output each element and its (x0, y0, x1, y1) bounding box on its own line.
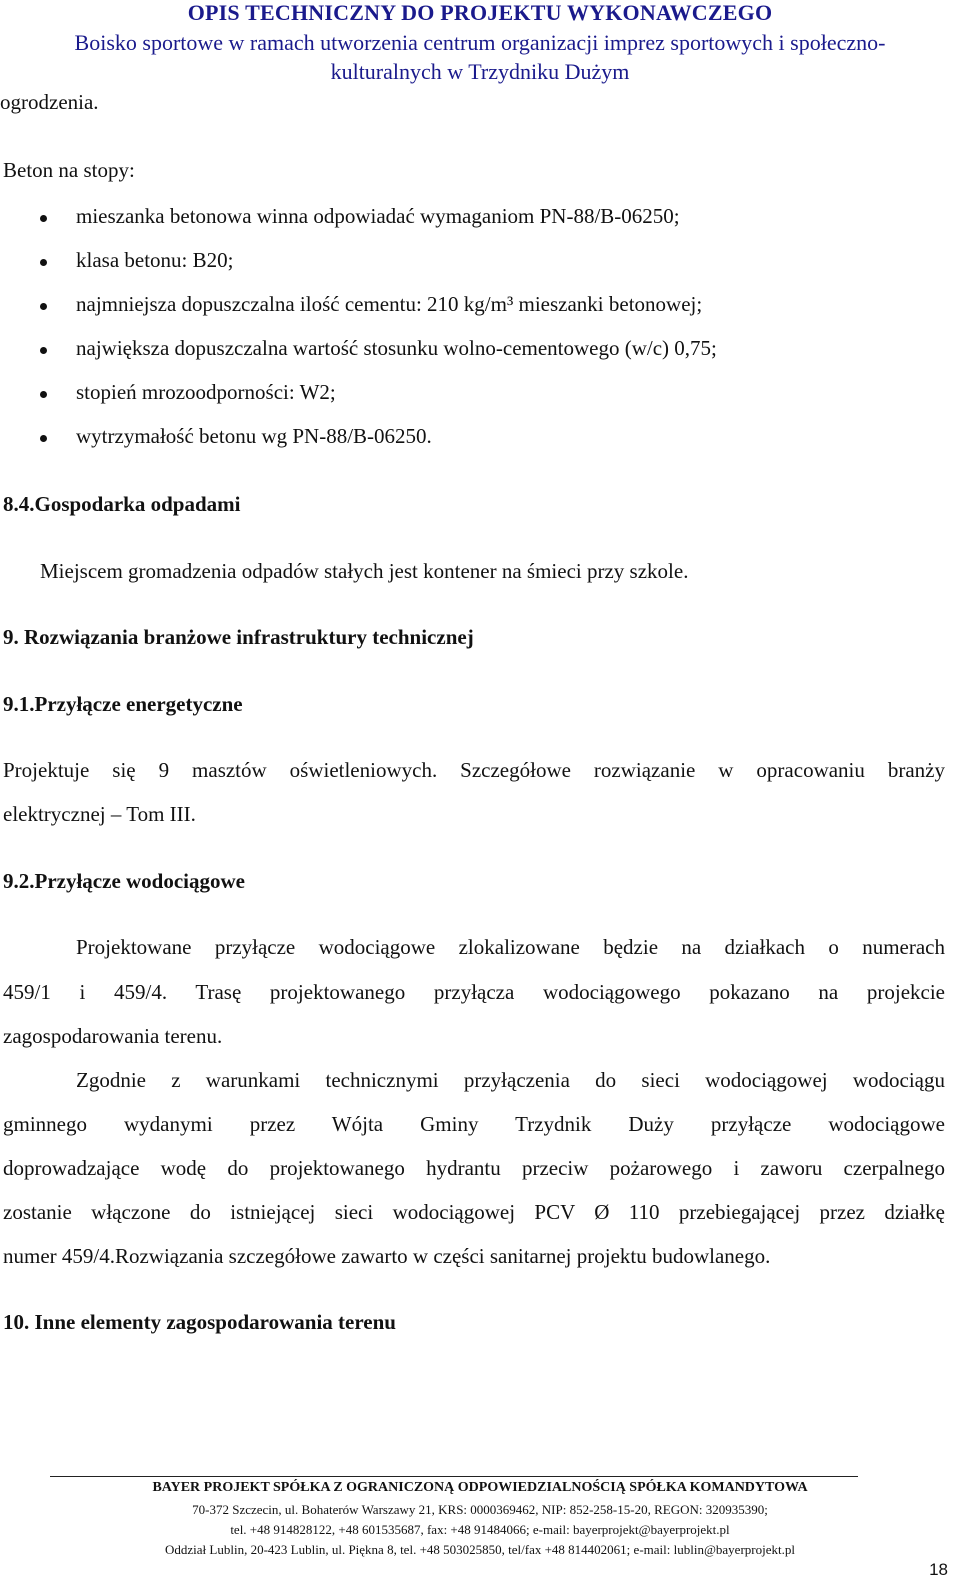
concrete-heading: Beton na stopy: (3, 158, 135, 182)
list-item: stopień mrozoodporności: W2; (76, 380, 336, 404)
list-item: najmniejsza dopuszczalna ilość cementu: 210 kg/m³ mieszanki betonowej; (76, 292, 703, 316)
section-9-2-p2-line1: Zgodnie z warunkami technicznymi przyłączenia do sieci wodociągowej wodociągu (76, 1068, 945, 1092)
document-title: OPIS TECHNICZNY DO PROJEKTU WYKONAWCZEGO (187, 0, 773, 25)
footer-contact: tel. +48 914828122, +48 601535687, fax: +48 91484066; e-mail: bayerprojekt@bayerprojekt.pl (230, 1522, 730, 1537)
section-9-2-heading: 9.2.Przyłącze wodociągowe (3, 869, 246, 893)
footer-address: 70-372 Szczecin, ul. Bohaterów Warszawy 21, KRS: 0000369462, NIP: 852-258-15-20, REGON: 320935390; (192, 1502, 768, 1517)
section-10-heading: 10. Inne elementy zagospodarowania terenu (3, 1310, 396, 1334)
section-9-2-p1-line3: zagospodarowania terenu. (3, 1024, 223, 1048)
footer-divider (50, 1476, 858, 1477)
list-item: wytrzymałość betonu wg PN-88/B-06250. (76, 424, 432, 448)
section-9-2-p1-line2: 459/1 i 459/4. Trasę projektowanego przyłącza wodociągowego pokazano na projekcie (3, 980, 945, 1004)
document-subtitle-line2: kulturalnych w Trzydniku Dużym (330, 59, 630, 84)
footer-branch: Oddział Lublin, 20-423 Lublin, ul. Piękna 8, tel. +48 503025850, tel/fax +48 814402061; e-mail: lublin@bayerprojekt.pl (165, 1542, 795, 1557)
section-9-heading: 9. Rozwiązania branżowe infrastruktury technicznej (3, 625, 474, 649)
section-9-2-p2-line4: zostanie włączone do istniejącej sieci wodociągowej PCV Ø 110 przebiegającej przez działkę (3, 1200, 945, 1224)
section-9-2-p2-line2: gminnego wydanymi przez Wójta Gminy Trzydnik Duży przyłącze wodociągowe (3, 1112, 945, 1136)
list-item: mieszanka betonowa winna odpowiadać wymaganiom PN-88/B-06250; (76, 204, 680, 228)
document-subtitle-line1: Boisko sportowe w ramach utworzenia centrum organizacji imprez sportowych i społeczno- (74, 30, 886, 55)
bullet-icon (40, 435, 47, 442)
section-8-4-heading: 8.4.Gospodarka odpadami (3, 492, 241, 516)
bullet-icon (40, 259, 47, 266)
bullet-icon (40, 215, 47, 222)
section-9-2-p2-line5: numer 459/4.Rozwiązania szczegółowe zawarto w części sanitarnej projektu budowlanego. (3, 1244, 771, 1268)
list-item: największa dopuszczalna wartość stosunku wolno-cementowego (w/c) 0,75; (76, 336, 717, 360)
section-9-1-line1: Projektuje się 9 masztów oświetleniowych. Szczegółowe rozwiązanie w opracowaniu branży (3, 758, 945, 782)
footer-company: BAYER PROJEKT SPÓŁKA Z OGRANICZONĄ ODPOWIEDZIALNOŚCIĄ SPÓŁKA KOMANDYTOWA (152, 1480, 808, 1495)
section-9-2-p2-line3: doprowadzające wodę do projektowanego hydrantu przeciw pożarowego i zaworu czerpalnego (3, 1156, 945, 1180)
section-9-1-line2: elektrycznej – Tom III. (3, 802, 196, 826)
bullet-icon (40, 391, 47, 398)
page-number: 18 (929, 1560, 948, 1579)
section-8-4-text: Miejscem gromadzenia odpadów stałych jest kontener na śmieci przy szkole. (40, 559, 689, 583)
bullet-icon (40, 347, 47, 354)
section-9-1-heading: 9.1.Przyłącze energetyczne (3, 692, 243, 716)
list-item: klasa betonu: B20; (76, 248, 234, 272)
bullet-icon (40, 303, 47, 310)
fences-text: ogrodzenia. (0, 90, 99, 114)
section-9-2-p1-line1: Projektowane przyłącze wodociągowe zlokalizowane będzie na działkach o numerach (76, 935, 945, 959)
